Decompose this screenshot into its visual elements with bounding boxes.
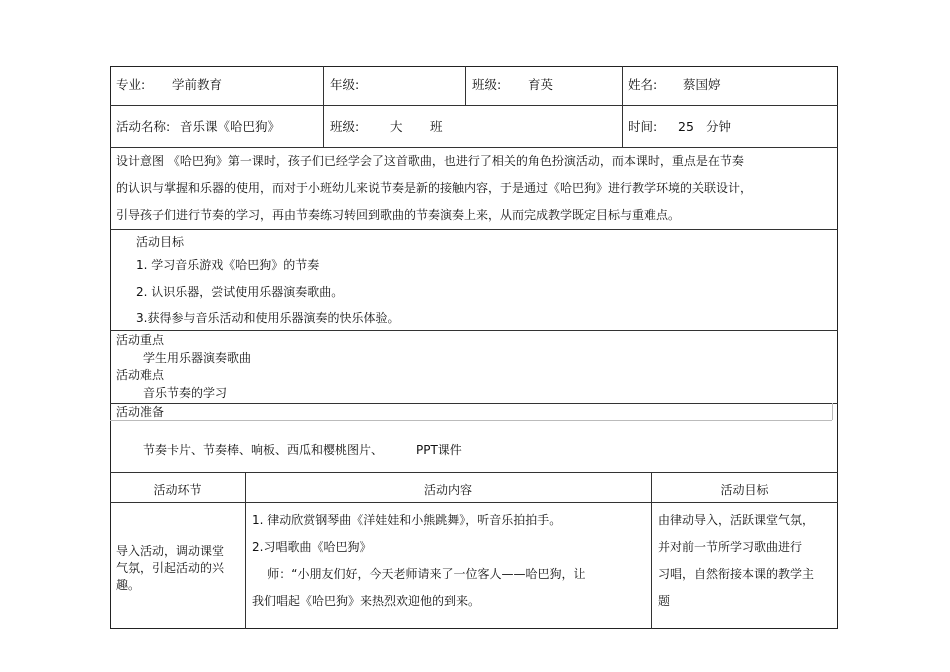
design-intent-line: 的认识与掌握和乐器的使用，而对于小班幼儿来说节奏是新的接触内容，于是通过《哈巴狗》进行教学环境的关联设计， (116, 181, 753, 195)
activity-name-value: 音乐课《哈巴狗》 (180, 119, 281, 134)
teacher-name-label: 姓名: (628, 77, 658, 92)
class-label-2: 班级: (330, 119, 360, 134)
content-text: 我们唱起《哈巴狗》来热烈欢迎他的到来。 (252, 594, 481, 608)
class-value: 育英 (528, 77, 554, 92)
stage-text: 气氛，引起活动的兴 (116, 561, 225, 575)
prep-inner-vline (832, 403, 833, 420)
key-point-value: 学生用乐器演奏歌曲 (143, 351, 252, 365)
goals-title: 活动目标 (136, 235, 185, 249)
preparation-ppt: PPT课件 (416, 443, 462, 457)
row-divider (110, 502, 838, 503)
design-intent-line: 设计意图 《哈巴狗》第一课时，孩子们已经学会了这首歌曲，也进行了相关的角色扮演活动，而本课时，重点是在节奏 (116, 154, 744, 168)
content-text: 2.习唱歌曲《哈巴狗》 (252, 540, 372, 554)
stage-text: 趣。 (116, 578, 141, 592)
goal-item: 1. 学习音乐游戏《哈巴狗》的节奏 (136, 258, 320, 272)
row-divider (110, 229, 838, 230)
row-divider (110, 105, 838, 106)
design-intent-line: 引导孩子们进行节奏的学习，再由节奏练习转回到歌曲的节奏演奏上来，从而完成教学既定目标与重难点。 (116, 208, 681, 222)
time-value: 25 (678, 119, 694, 134)
goal-text: 并对前一节所学习歌曲进行 (658, 540, 803, 554)
difficult-point-value: 音乐节奏的学习 (143, 386, 228, 400)
time-label: 时间: (628, 119, 658, 134)
preparation-label: 活动准备 (116, 405, 165, 419)
major-label: 专业: (116, 77, 146, 92)
goal-text: 由律动导入，活跃课堂气氛， (658, 513, 815, 527)
difficult-point-label: 活动难点 (116, 368, 165, 382)
prep-inner-line (110, 420, 832, 421)
grade-label: 年级: (330, 77, 360, 92)
content-text: 1. 律动欣赏钢琴曲《洋娃娃和小熊跳舞》，听音乐拍拍手。 (252, 513, 562, 527)
row-divider (110, 403, 838, 404)
row-divider (110, 147, 838, 148)
col-divider (465, 66, 466, 105)
class-value-ban: 班 (430, 119, 443, 134)
header-goal: 活动目标 (720, 483, 769, 497)
col-divider (622, 66, 623, 147)
col-divider (323, 66, 324, 147)
stage-text: 导入活动，调动课堂 (116, 544, 225, 558)
preparation-items: 节奏卡片、节奏棒、响板、西瓜和樱桃图片、 (143, 443, 384, 457)
major-value: 学前教育 (172, 77, 223, 92)
content-text: 师：“小朋友们好，今天老师请来了一位客人——哈巴狗，让 (252, 567, 586, 581)
goal-item: 3.获得参与音乐活动和使用乐器演奏的快乐体验。 (136, 311, 400, 325)
key-point-label: 活动重点 (116, 333, 165, 347)
teacher-name-value: 蔡国婷 (683, 77, 721, 92)
goal-text: 习唱，自然衔接本课的教学主 (658, 567, 815, 581)
row-divider (110, 472, 838, 473)
header-content: 活动内容 (423, 483, 472, 497)
header-stage: 活动环节 (153, 483, 202, 497)
goal-item: 2. 认识乐器，尝试使用乐器演奏歌曲。 (136, 285, 344, 299)
activity-name-label: 活动名称: (116, 119, 171, 134)
row-divider (110, 330, 838, 331)
class-label: 班级: (472, 77, 502, 92)
time-unit: 分钟 (706, 119, 732, 134)
class-value-da: 大 (390, 119, 403, 134)
goal-text: 题 (658, 594, 671, 608)
